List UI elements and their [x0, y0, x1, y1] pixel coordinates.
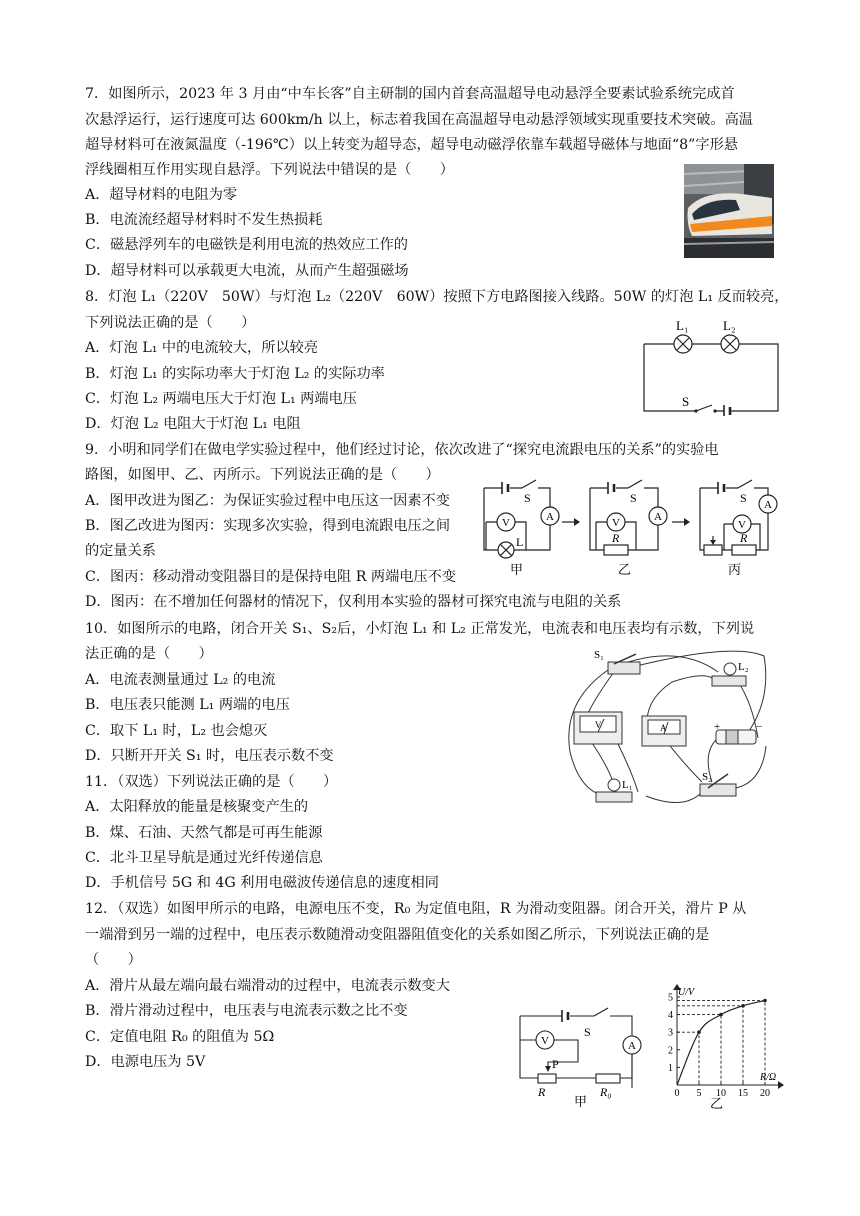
y-tick-label: 5: [668, 992, 673, 1004]
y-axis-label: U/V: [678, 987, 695, 998]
y-tick-label: 3: [668, 1027, 673, 1039]
q10-physical-circuit: [552, 642, 772, 810]
q7-stem: 超导材料可在液氮温度（-196℃）以上转变为超导态，超导电动磁浮依靠车载超导磁体与地面“8”字形悬: [85, 137, 738, 153]
data-point: [763, 999, 767, 1003]
ammeter-label: A: [546, 511, 554, 523]
battery-plus-label: +: [714, 721, 721, 733]
y-tick-label: 1: [668, 1062, 673, 1074]
x-axis-label: R/Ω: [760, 1072, 777, 1083]
x-tick-label: 5: [696, 1088, 702, 1099]
q9-option-d: D．图丙：在不增加任何器材的情况下，仅利用本实验的器材可探究电流与电阻的关系: [85, 594, 622, 610]
q12-option-a: A．滑片从最左端向最右端滑动的过程中，电流表示数变大: [85, 978, 450, 994]
q7-stem: 浮线圈相互作用实现自悬浮。下列说法中错误的是（ ）: [85, 162, 454, 178]
q12-stem: （ ）: [85, 952, 142, 968]
q7-stem: 7．如图所示，2023 年 3 月由“中车长客”自主研制的国内首套高温超导电动悬浮全要素试验系统完成首: [85, 86, 735, 102]
switch-label: S: [740, 491, 747, 505]
q11-option-a: A．太阳释放的能量是核聚变产生的: [85, 799, 309, 815]
x-tick-label: 10: [716, 1088, 726, 1099]
q12-stem: 一端滑到另一端的过程中，电压表示数随滑动变阻器阻值变化的关系如图乙所示，下列说法正确的是: [85, 927, 710, 943]
x-tick-label: 0: [674, 1088, 680, 1099]
resistor-label: R: [612, 531, 620, 545]
figure-label-yi: 乙: [618, 562, 632, 577]
switch-label: S: [584, 1025, 591, 1039]
ammeter-label: A: [628, 1040, 636, 1052]
q10-option-d: D．只断开开关 S₁ 时，电压表示数不变: [85, 748, 334, 764]
guide-line: [677, 1015, 721, 1085]
lamp-l2-label: L₂: [738, 661, 749, 673]
q8-option-c: C．灯泡 L₂ 两端电压大于灯泡 L₁ 两端电压: [85, 391, 357, 407]
q10-option-c: C．取下 L₁ 时，L₂ 也会熄灭: [85, 723, 268, 739]
figure-label-yi: 乙: [710, 1096, 724, 1110]
lamp-l1-label: L₁: [676, 318, 689, 333]
q9-option-a: A．图甲改进为图乙：为保证实验过程中电压这一因素不变: [85, 493, 450, 509]
q12-circuit-diagram: [512, 1004, 656, 1110]
slider-p-label: P: [552, 1057, 559, 1071]
q9-option-c: C．图丙：移动滑动变阻器目的是保持电阻 R 两端电压不变: [85, 569, 457, 585]
q12-u-r-chart: [664, 980, 790, 1110]
guide-line: [677, 1006, 743, 1085]
lamp-l2-label: L₂: [723, 318, 736, 333]
ammeter-label: A: [654, 511, 662, 523]
switch-s1-label: S₁: [594, 649, 604, 661]
switch-s2-label: S₂: [702, 771, 712, 783]
q8-option-a: A．灯泡 L₁ 中的电流较大，所以较亮: [85, 340, 319, 356]
q9-circuit-diagrams: [478, 474, 780, 590]
x-tick-label: 20: [760, 1088, 770, 1099]
q11-stem: 11．（双选）下列说法正确的是（ ）: [85, 774, 338, 790]
voltmeter-label: V: [502, 517, 510, 529]
x-tick-label: 15: [738, 1088, 748, 1099]
q10-option-b: B．电压表只能测 L₁ 两端的电压: [85, 697, 290, 713]
q11-option-c: C．北斗卫星导航是通过光纤传递信息: [85, 850, 323, 866]
data-point: [719, 1013, 723, 1017]
ammeter-label: A: [764, 499, 772, 511]
q10-option-a: A．电流表测量通过 L₂ 的电流: [85, 672, 276, 688]
voltmeter-label: V: [595, 720, 602, 730]
switch-label: S: [630, 491, 637, 505]
q9-stem: 9．小明和同学们在做电学实验过程中，他们经过讨论，依次改进了“探究电流跟电压的关系”的实验电: [85, 442, 719, 458]
q12-option-d: D．电源电压为 5V: [85, 1054, 206, 1070]
q7-option-b: B．电流流经超导材料时不发生热损耗: [85, 212, 323, 228]
q8-option-d: D．灯泡 L₂ 电阻大于灯泡 L₁ 电阻: [85, 416, 301, 432]
switch-label: S: [524, 491, 531, 505]
q8-stem: 下列说法正确的是（ ）: [85, 315, 256, 331]
q10-stem: 10．如图所示的电路，闭合开关 S₁、S₂后，小灯泡 L₁ 和 L₂ 正常发光，电流表和电压表均有示数，下列说: [85, 621, 755, 637]
data-point: [741, 1004, 745, 1008]
figure-label-jia: 甲: [510, 562, 524, 577]
q7-option-c: C．磁悬浮列车的电磁铁是利用电流的热效应工作的: [85, 237, 408, 253]
q8-stem: 8．灯泡 L₁（220V 50W）与灯泡 L₂（220V 60W）按照下方电路图接入线路。50W 的灯泡 L₁ 反而较亮，: [85, 289, 789, 305]
lamp-label: L: [516, 535, 524, 549]
battery-minus-label: −: [756, 721, 763, 733]
rheostat-label: R: [538, 1085, 546, 1099]
resistor-label: R: [740, 531, 748, 545]
q10-stem: 法正确的是（ ）: [85, 646, 213, 662]
q9-option-b: B．图乙改进为图丙：实现多次实验，得到电流跟电压之间: [85, 518, 451, 534]
y-tick-label: 4: [668, 1010, 673, 1022]
fixed-resistor-label: R₀: [600, 1085, 612, 1099]
q7-option-a: A．超导材料的电阻为零: [85, 187, 238, 203]
voltmeter-label: V: [612, 517, 620, 529]
q12-option-c: C．定值电阻 R₀ 的阻值为 5Ω: [85, 1029, 275, 1045]
q9-option-b-cont: 的定量关系: [85, 543, 156, 559]
data-point: [697, 1030, 701, 1034]
voltmeter-label: V: [541, 1035, 549, 1047]
voltmeter-label: V: [738, 519, 746, 531]
y-tick-label: 2: [668, 1045, 673, 1057]
ammeter-label: A: [660, 723, 667, 733]
q12-stem: 12．（双选）如图甲所示的电路，电源电压不变，R₀ 为定值电阻，R 为滑动变阻器。闭合开关，滑片 P 从: [85, 901, 747, 917]
q8-circuit-diagram: [640, 316, 782, 416]
lamp-l1-label: L₁: [622, 779, 633, 791]
maglev-train-photo: [684, 164, 774, 258]
q8-option-b: B．灯泡 L₁ 的实际功率大于灯泡 L₂ 的实际功率: [85, 366, 385, 382]
figure-label-bing: 丙: [728, 562, 742, 577]
q7-stem: 次悬浮运行，运行速度可达 600km/h 以上，标志着我国在高温超导电动悬浮领域实现重要技术突破。高温: [85, 112, 753, 128]
q11-option-d: D．手机信号 5G 和 4G 利用电磁波传递信息的速度相同: [85, 875, 439, 891]
switch-label: S: [682, 394, 690, 409]
figure-label-jia: 甲: [574, 1094, 588, 1109]
q12-option-b: B．滑片滑动过程中，电压表与电流表示数之比不变: [85, 1003, 408, 1019]
q11-option-b: B．煤、石油、天然气都是可再生能源: [85, 825, 323, 841]
q9-stem: 路图，如图甲、乙、丙所示。下列说法正确的是（ ）: [85, 467, 440, 483]
q7-option-d: D．超导材料可以承载更大电流，从而产生超强磁场: [85, 263, 409, 279]
